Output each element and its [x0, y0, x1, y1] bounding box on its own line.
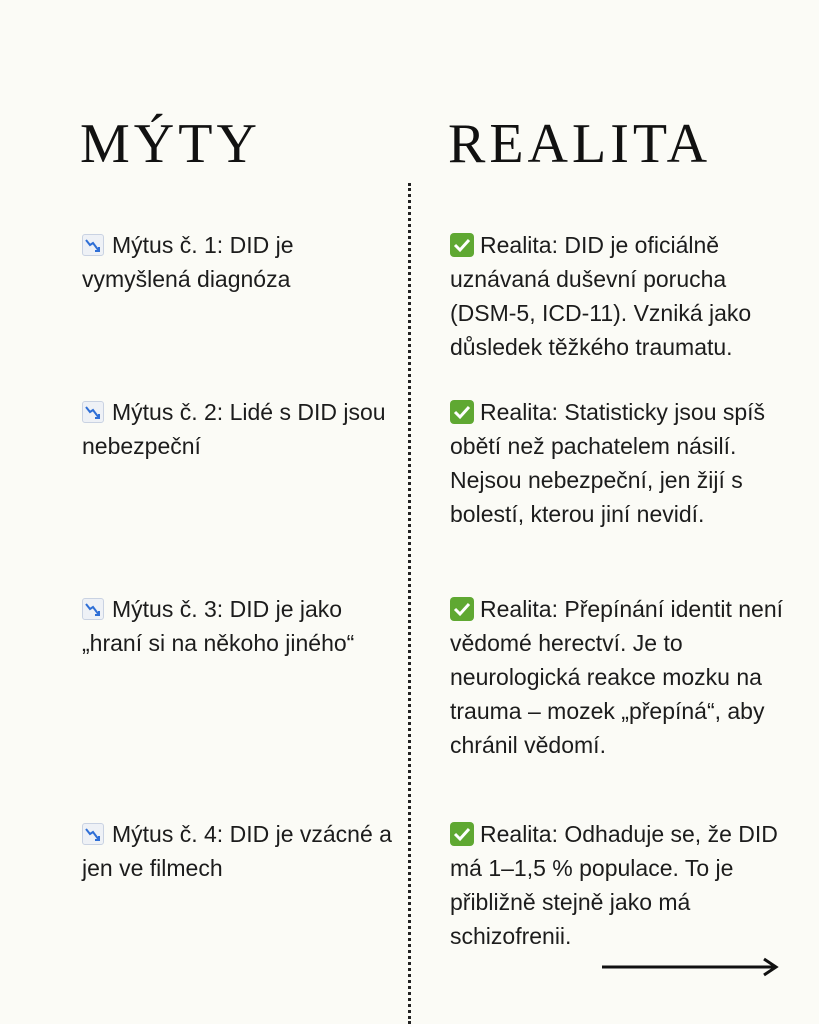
- myths-heading: MÝTY: [80, 112, 261, 175]
- reality-item-3: [450, 592, 790, 762]
- chart-decreasing-icon: [82, 823, 104, 845]
- reality-text-3: Realita: Přepínání identit není vědomé herectví. Je to neurologická reakce mozku na trauma – mozek „přepíná“, aby chránil vědomí.: [450, 596, 784, 758]
- reality-text-2: Realita: Statisticky jsou spíš obětí než pachatelem násilí. Nejsou nebezpeční, jen žijí s bolestí, kterou jiní nevidí.: [450, 399, 766, 527]
- reality-item-2: [450, 395, 790, 531]
- chart-decreasing-icon: [82, 401, 104, 423]
- check-mark-button-icon: [450, 233, 474, 257]
- right-arrow-icon[interactable]: [602, 956, 780, 978]
- reality-item-1: [450, 228, 790, 364]
- myth-item-1: [82, 228, 392, 296]
- check-mark-button-icon: [450, 822, 474, 846]
- myth-text-3: Mýtus č. 3: DID je jako „hraní si na někoho jiného“: [82, 596, 355, 656]
- check-mark-button-icon: [450, 597, 474, 621]
- myth-text-2: Mýtus č. 2: Lidé s DID jsou nebezpeční: [82, 399, 386, 459]
- myth-item-2: [82, 395, 392, 463]
- myth-item-4: [82, 817, 392, 885]
- check-mark-button-icon: [450, 400, 474, 424]
- chart-decreasing-icon: [82, 234, 104, 256]
- chart-decreasing-icon: [82, 598, 104, 620]
- myth-text-4: Mýtus č. 4: DID je vzácné a jen ve filmech: [82, 821, 392, 881]
- reality-text-1: Realita: DID je oficiálně uznávaná duševní porucha (DSM-5, ICD-11). Vzniká jako důsledek těžkého traumatu.: [450, 232, 752, 360]
- myth-text-1: Mýtus č. 1: DID je vymyšlená diagnóza: [82, 232, 294, 292]
- dotted-divider: [408, 183, 411, 1024]
- reality-text-4: Realita: Odhaduje se, že DID má 1–1,5 % populace. To je přibližně stejně jako má schizofrenii.: [450, 821, 778, 949]
- reality-heading: REALITA: [448, 112, 712, 175]
- reality-item-4: [450, 817, 790, 953]
- myth-item-3: [82, 592, 392, 660]
